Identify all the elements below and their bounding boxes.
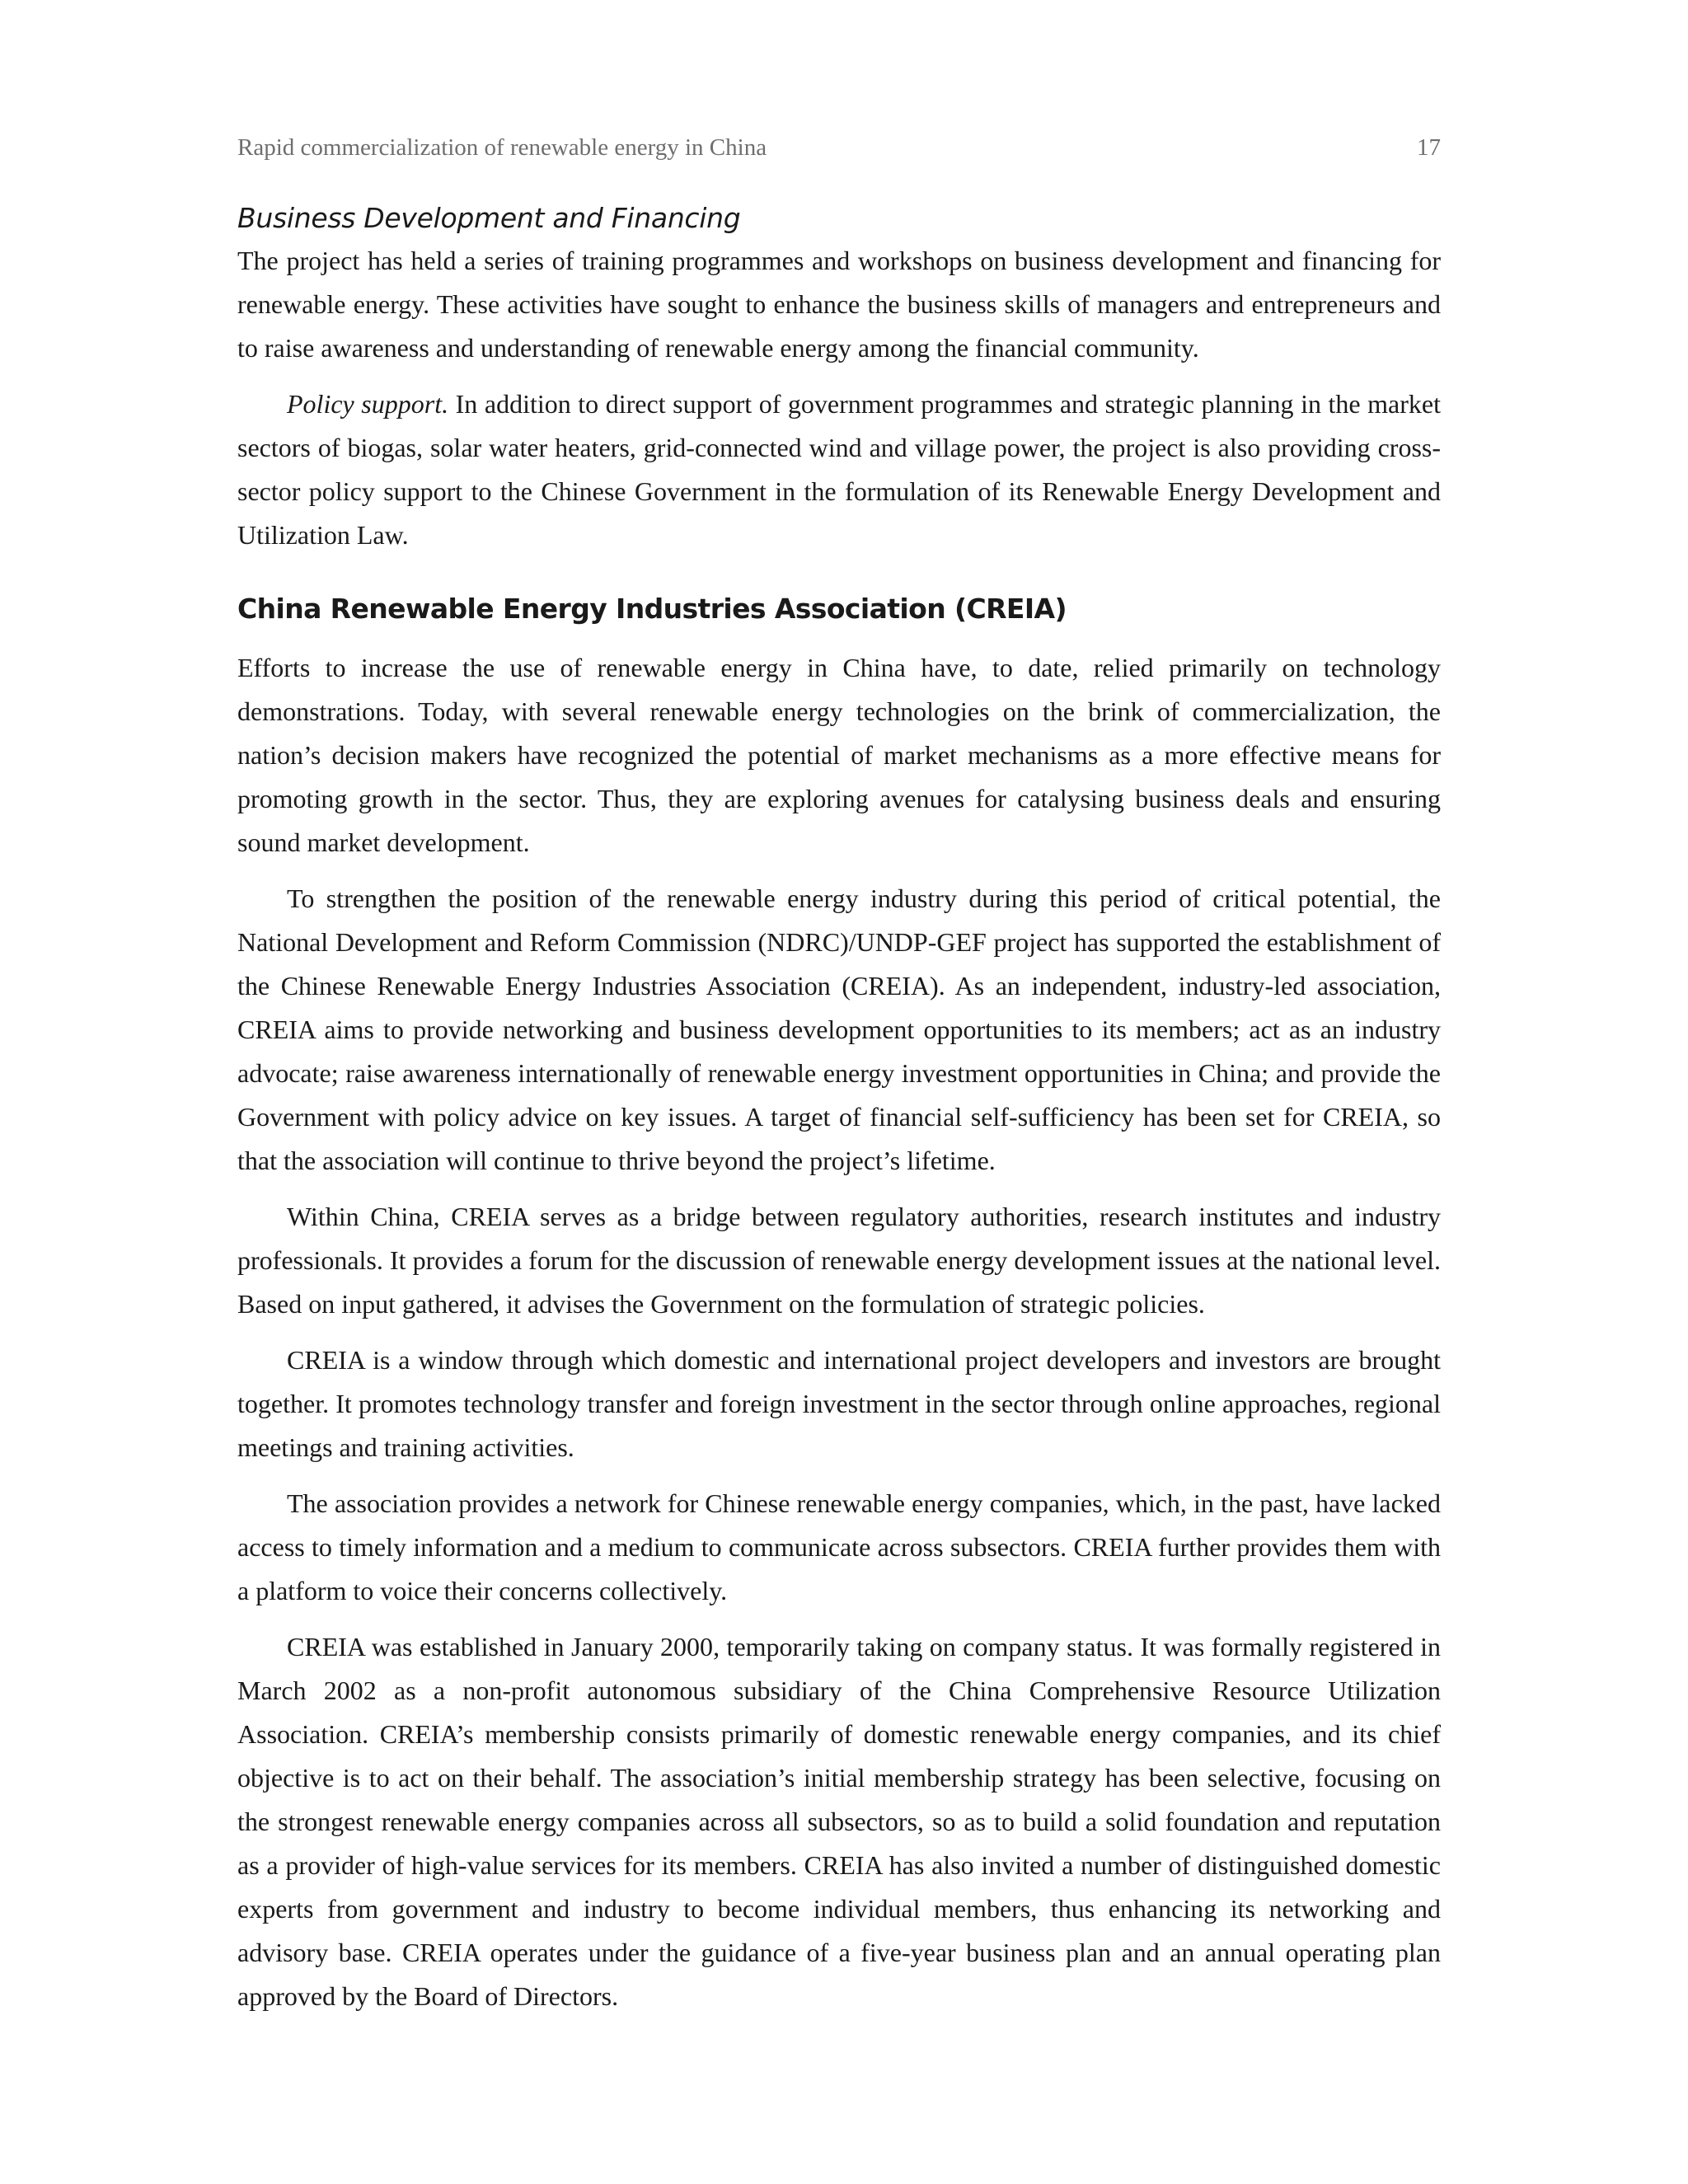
paragraph-creia-3: Within China, CREIA serves as a bridge between regulatory authorities, research institutes and industry professionals. It provides a forum for the discussion of renewable energy development issues at the national level. Based on input gathered, it advises the Government on the formulation of strategic policies. [237, 1202, 1441, 1319]
paragraph-business-development: The project has held a series of training programmes and workshops on business development and financing for renewable energy. These activities have sought to enhance the business skills of managers and entrepreneurs and to raise awareness and understanding of renewable energy among the financial community. [237, 246, 1441, 363]
running-title: Rapid commercialization of renewable energy in China [237, 134, 767, 161]
policy-support-label: Policy support. [287, 389, 449, 419]
paragraph-creia-1: Efforts to increase the use of renewable energy in China have, to date, relied primarily on technology demonstrations. Today, with several renewable energy technologies on the brink of commercialization, the nation’s decision makers have recognized the potential of market mechanisms as a more effective means for promoting growth in the sector. Thus, they are exploring avenues for catalysing business deals and ensuring sound market development. [237, 653, 1441, 857]
paragraph-creia-4: CREIA is a window through which domestic and international project developers and investors are brought together. It promotes technology transfer and foreign investment in the sector through online approaches, regional meetings and training activities. [237, 1345, 1441, 1462]
section-heading-creia: China Renewable Energy Industries Association (CREIA) [237, 593, 1067, 625]
page-body [237, 198, 1441, 2031]
paragraph-creia-2: To strengthen the position of the renewable energy industry during this period of critical potential, the National Development and Reform Commission (NDRC)/UNDP-GEF project has supported the establishment of the Chinese Renewable Energy Industries Association (CREIA). As an independent, industry-led association, CREIA aims to provide networking and business development opportunities to its members; act as an industry advocate; raise awareness internationally of renewable energy investment opportunities in China; and provide the Government with policy advice on key issues. A target of financial self-sufficiency has been set for CREIA, so that the association will continue to thrive beyond the project’s lifetime. [237, 883, 1441, 1175]
document-page [237, 0, 1441, 2184]
paragraph-creia-6: CREIA was established in January 2000, temporarily taking on company status. It was formally registered in March 2002 as a non-profit autonomous subsidiary of the China Comprehensive Resource Utilization Association. CREIA’s membership consists primarily of domestic renewable energy companies, and its chief objective is to act on their behalf. The association’s initial membership strategy has been selective, focusing on the strongest renewable energy companies across all subsectors, so as to build a solid foundation and reputation as a provider of high-value services for its members. CREIA has also invited a number of distinguished domestic experts from government and industry to become individual members, thus enhancing its networking and advisory base. CREIA operates under the guidance of a five-year business plan and an annual operating plan approved by the Board of Directors. [237, 1632, 1441, 2011]
running-header [237, 134, 1441, 167]
paragraph-creia-5: The association provides a network for Chinese renewable energy companies, which, in the past, have lacked access to timely information and a medium to communicate across subsectors. CREIA further provides them with a platform to voice their concerns collectively. [237, 1488, 1441, 1605]
subsection-heading-business-development: Business Development and Financing [237, 202, 741, 234]
policy-support-text: In addition to direct support of government programmes and strategic planning in the market sectors of biogas, solar water heaters, grid-connected wind and village power, the project is also providing cross-sector policy support to the Chinese Government in the formulation of its Renewable Energy Development and Utilization Law. [237, 389, 1442, 550]
page-number: 17 [1417, 134, 1441, 161]
paragraph-policy-support [237, 382, 1441, 557]
